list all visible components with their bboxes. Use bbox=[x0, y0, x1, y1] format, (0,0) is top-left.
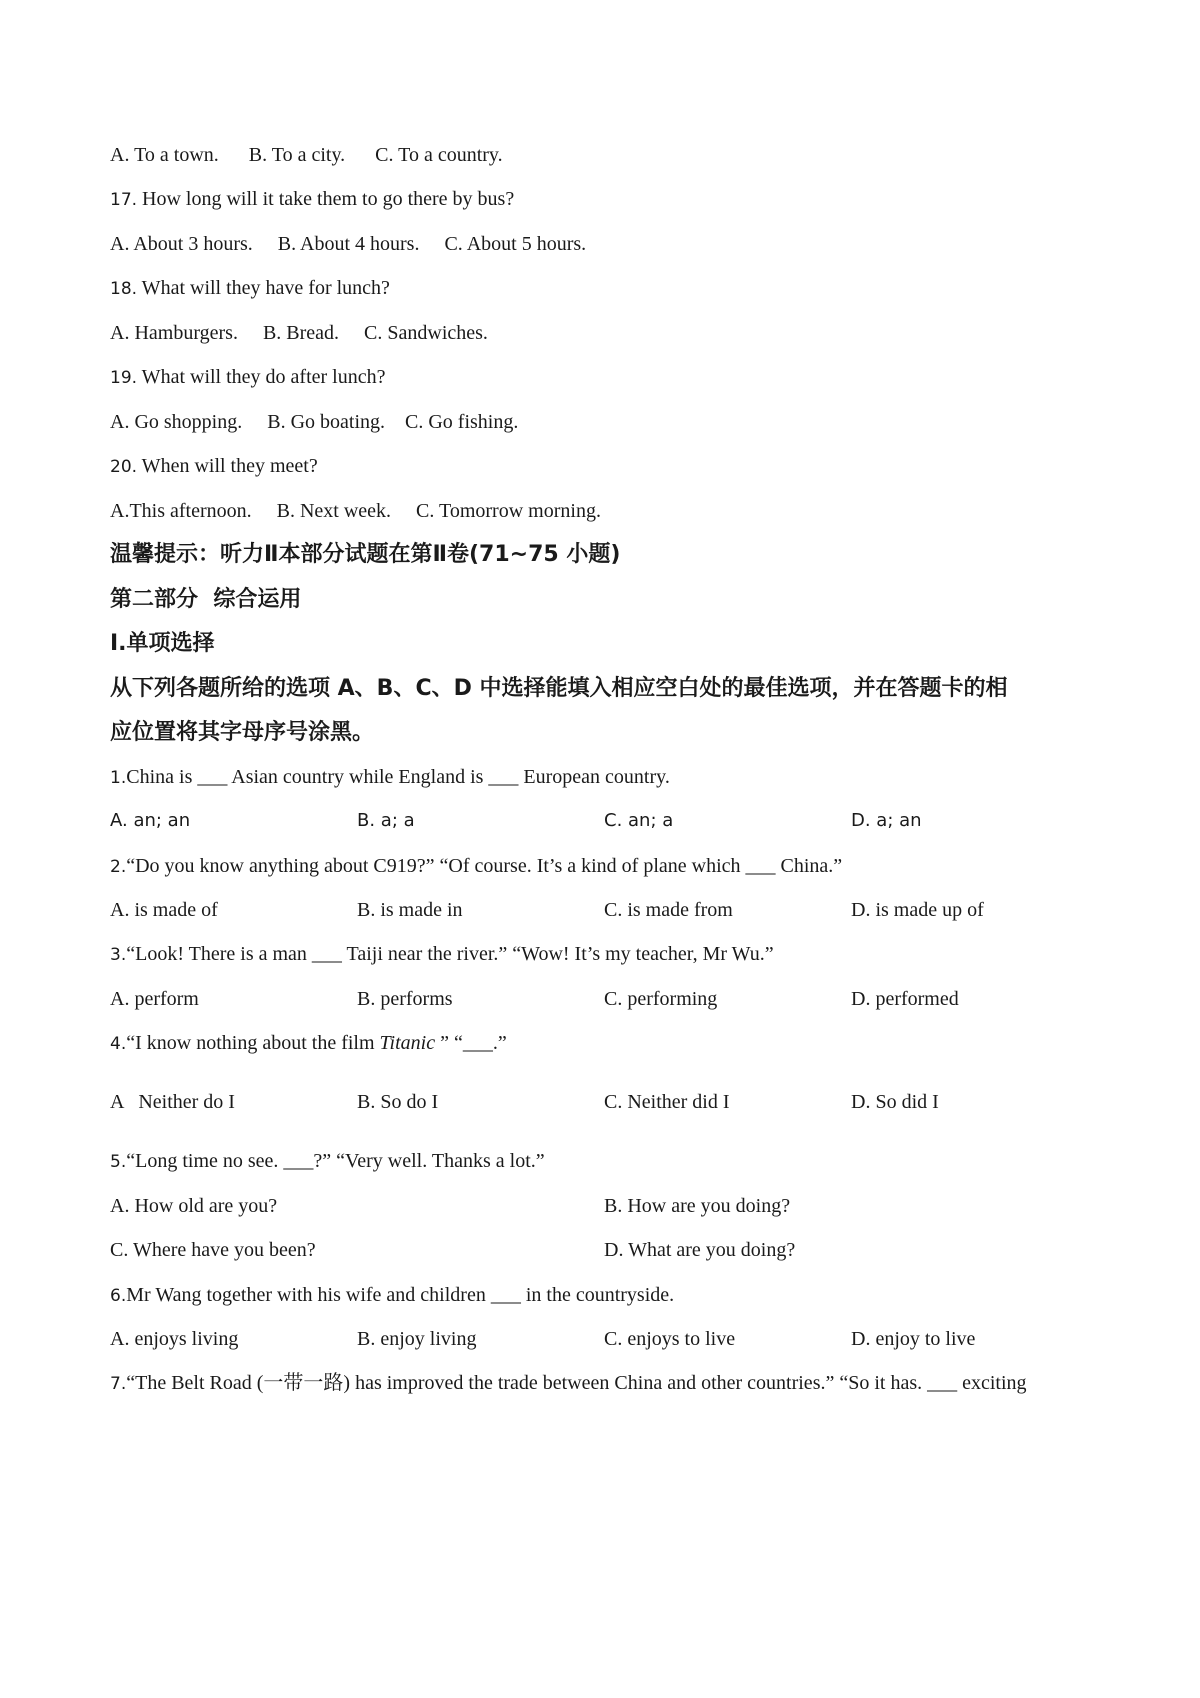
question-20 bbox=[110, 456, 318, 476]
instruction-line1: 从下列各题所给的选项 A、B、C、D 中选择能填入相应空白处的最佳选项，并在答题卡的相 bbox=[110, 676, 1008, 701]
q18-options: A. Hamburgers. B. Bread. C. Sandwiches. bbox=[110, 322, 488, 344]
option-b: B. a; a bbox=[357, 810, 415, 831]
option-c: C. Where have you been? bbox=[110, 1239, 316, 1261]
question-7 bbox=[110, 1373, 1027, 1393]
option-d: D. a; an bbox=[851, 810, 922, 831]
question-number: 1. bbox=[110, 768, 127, 788]
option-c: C. Neither did I bbox=[604, 1091, 730, 1113]
question-2 bbox=[110, 856, 842, 876]
q17-options: A. About 3 hours. B. About 4 hours. C. About 5 hours. bbox=[110, 233, 587, 255]
question-text: “I know nothing about the film bbox=[126, 1032, 380, 1054]
question-19 bbox=[110, 367, 385, 387]
option-b: B. enjoy living bbox=[357, 1328, 477, 1350]
question-text: “Look! There is a man ___ Taiji near the river.” “Wow! It’s my teacher, Mr Wu.” bbox=[126, 943, 774, 965]
option-c: C. is made from bbox=[604, 899, 733, 921]
question-18 bbox=[110, 278, 390, 298]
part2-title: 第二部分 综合运用 bbox=[110, 587, 302, 612]
question-text: What will they have for lunch? bbox=[137, 277, 390, 299]
option-b: B. is made in bbox=[357, 899, 463, 921]
question-text: China is ___ Asian country while England is ___ European country. bbox=[126, 766, 670, 788]
question-4 bbox=[110, 1033, 507, 1053]
option-d: D. is made up of bbox=[851, 899, 984, 921]
q16-options: A. To a town. B. To a city. C. To a country. bbox=[110, 144, 503, 166]
question-3 bbox=[110, 944, 774, 964]
option-b: B. performs bbox=[357, 988, 453, 1010]
question-number: 5. bbox=[110, 1152, 127, 1172]
question-number: 3. bbox=[110, 945, 127, 965]
option-b: B. So do I bbox=[357, 1091, 439, 1113]
question-number: 17. bbox=[110, 190, 138, 210]
option-d: D. performed bbox=[851, 988, 959, 1010]
option-c: C. enjoys to live bbox=[604, 1328, 736, 1350]
option-b: B. How are you doing? bbox=[604, 1195, 791, 1217]
option-d: D. enjoy to live bbox=[851, 1328, 976, 1350]
question-text: “Do you know anything about C919?” “Of course. It’s a kind of plane which ___ China.” bbox=[126, 855, 843, 877]
question-text: When will they meet? bbox=[137, 455, 318, 477]
option-a: A. is made of bbox=[110, 899, 218, 921]
option-a: A. an; an bbox=[110, 810, 191, 831]
listening-tip: 温馨提示：听力Ⅱ本部分试题在第Ⅱ卷(71~75 小题) bbox=[110, 542, 621, 567]
question-text: “The Belt Road (一带一路) has improved the trade between China and other countries.” “So it has. ___ exciting bbox=[126, 1372, 1027, 1394]
section1-title: Ⅰ.单项选择 bbox=[110, 631, 215, 656]
question-6 bbox=[110, 1285, 674, 1305]
question-text: “Long time no see. ___?” “Very well. Thanks a lot.” bbox=[126, 1150, 545, 1172]
question-number: 7. bbox=[110, 1374, 127, 1394]
option-d: D. So did I bbox=[851, 1091, 939, 1113]
q20-options: A.This afternoon. B. Next week. C. Tomorrow morning. bbox=[110, 500, 601, 522]
instruction-line2: 应位置将其字母序号涂黑。 bbox=[110, 720, 375, 745]
question-17 bbox=[110, 189, 514, 209]
question-number: 2. bbox=[110, 857, 127, 877]
question-number: 19. bbox=[110, 368, 138, 388]
option-a: A Neither do I bbox=[110, 1091, 235, 1113]
option-c: C. performing bbox=[604, 988, 718, 1010]
film-title: Titanic bbox=[379, 1032, 436, 1054]
question-text: What will they do after lunch? bbox=[137, 366, 386, 388]
question-text: Mr Wang together with his wife and children ___ in the countryside. bbox=[126, 1284, 675, 1306]
question-5 bbox=[110, 1151, 545, 1171]
option-a: A. How old are you? bbox=[110, 1195, 278, 1217]
question-1 bbox=[110, 767, 670, 787]
question-number: 4. bbox=[110, 1034, 127, 1054]
question-text: How long will it take them to go there by bus? bbox=[137, 188, 515, 210]
option-c: C. an; a bbox=[604, 810, 674, 831]
option-a: A. perform bbox=[110, 988, 199, 1010]
question-number: 18. bbox=[110, 279, 138, 299]
option-d: D. What are you doing? bbox=[604, 1239, 796, 1261]
q19-options: A. Go shopping. B. Go boating. C. Go fishing. bbox=[110, 411, 519, 433]
question-text-end: ” “___.” bbox=[435, 1032, 507, 1054]
question-number: 6. bbox=[110, 1286, 127, 1306]
question-number: 20. bbox=[110, 457, 138, 477]
option-a: A. enjoys living bbox=[110, 1328, 239, 1350]
